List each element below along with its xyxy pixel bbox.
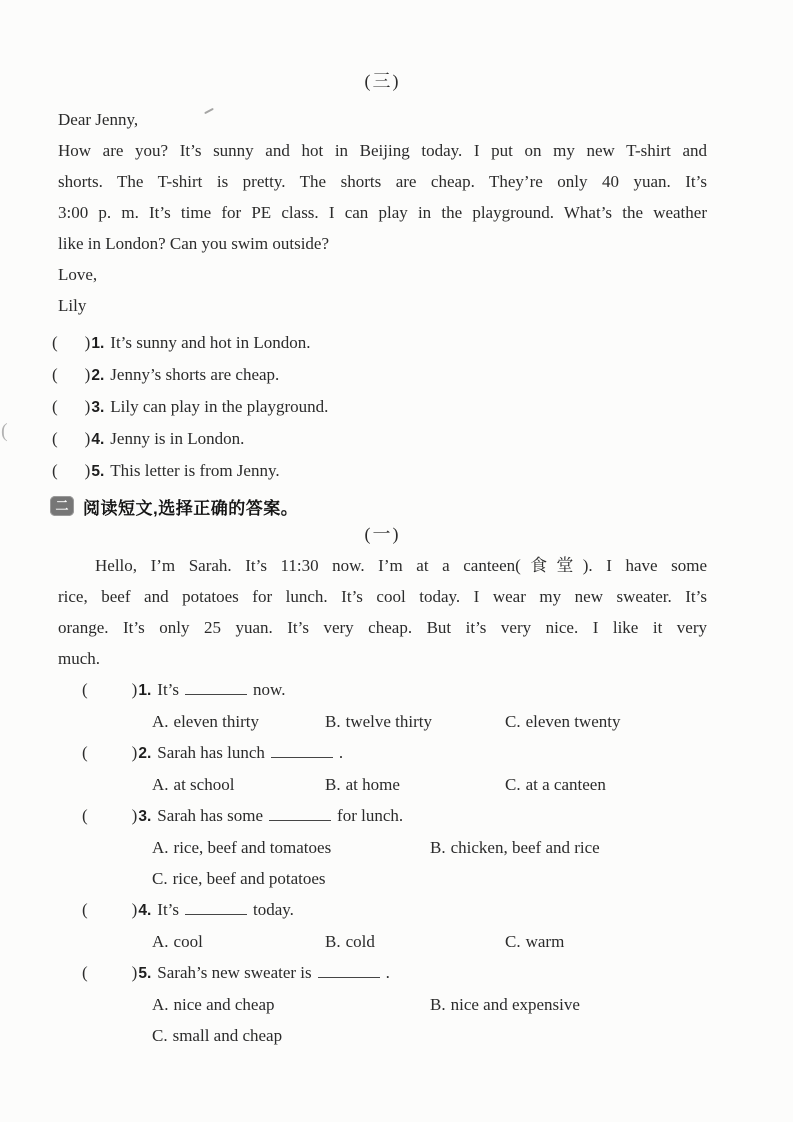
- letter-closing: Love,: [58, 265, 98, 284]
- answer-paren-close: ): [131, 900, 138, 919]
- answer-blank: [318, 963, 380, 978]
- page-content: [52, 66, 707, 1051]
- letter-body-line: How are you? It’s sunny and hot in Beijing today. I put on my new T-shirt and: [58, 141, 707, 160]
- option-c: [152, 1020, 707, 1051]
- option-label: C.: [505, 932, 521, 951]
- option-c: [505, 706, 707, 737]
- option-a: [152, 706, 325, 737]
- answer-paren-close: ): [84, 333, 91, 352]
- answer-paren-close: ): [131, 963, 138, 982]
- option-text: rice, beef and tomatoes: [173, 838, 332, 857]
- answer-paren-open: (: [52, 461, 58, 480]
- question-text-post: .: [338, 743, 344, 762]
- answer-paren-close: ): [84, 461, 91, 480]
- option-a: [152, 769, 325, 800]
- option-label: B.: [430, 995, 446, 1014]
- option-text: cool: [173, 932, 203, 951]
- option-c: [505, 769, 707, 800]
- option-label: A.: [152, 995, 169, 1014]
- option-b: [325, 926, 505, 957]
- passage-line: orange. It’s only 25 yuan. It’s very cheap. But it’s very nice. I like it very: [58, 618, 707, 637]
- mc-question: [82, 957, 707, 989]
- section-three-title: (三): [364, 71, 401, 91]
- option-label: C.: [152, 869, 168, 888]
- section-number-badge-icon: 二: [50, 496, 74, 516]
- question-number: 2.: [138, 745, 152, 762]
- option-text: warm: [525, 932, 565, 951]
- option-label: C.: [505, 712, 521, 731]
- answer-paren-close: ): [131, 680, 138, 699]
- option-b: [325, 706, 505, 737]
- option-c: [152, 863, 707, 894]
- option-row: [58, 832, 707, 863]
- option-label: A.: [152, 838, 169, 857]
- option-text: at a canteen: [525, 775, 606, 794]
- question-text-post: .: [385, 963, 390, 982]
- answer-paren-open: (: [52, 333, 58, 352]
- option-text: cold: [345, 932, 375, 951]
- option-label: C.: [152, 1026, 168, 1045]
- question-number: 3.: [91, 399, 105, 416]
- option-a: [152, 989, 430, 1020]
- question-number: 4.: [138, 902, 152, 919]
- letter-signature: Lily: [58, 296, 87, 315]
- option-label: B.: [430, 838, 446, 857]
- question-text-post: now.: [253, 680, 286, 699]
- question-text: This letter is from Jenny.: [110, 461, 280, 480]
- letter-salutation: Dear Jenny,: [58, 110, 139, 129]
- answer-paren-open: (: [82, 680, 88, 699]
- question-number: 5.: [138, 965, 152, 982]
- tf-question: [52, 455, 707, 487]
- option-label: A.: [152, 712, 169, 731]
- answer-blank: [271, 743, 333, 758]
- option-b: [430, 832, 707, 863]
- option-text: eleven thirty: [173, 712, 259, 731]
- option-text: at school: [173, 775, 235, 794]
- option-text: rice, beef and potatoes: [172, 869, 326, 888]
- answer-paren-open: (: [82, 963, 88, 982]
- passage-line: rice, beef and potatoes for lunch. It’s cool today. I wear my new sweater. It’s: [58, 587, 707, 606]
- option-a: [152, 832, 430, 863]
- question-text-post: today.: [253, 900, 294, 919]
- option-row: [58, 926, 707, 957]
- answer-paren-close: ): [84, 429, 91, 448]
- question-text: Jenny is in London.: [110, 429, 245, 448]
- option-text: nice and expensive: [450, 995, 580, 1014]
- option-text: nice and cheap: [173, 995, 275, 1014]
- answer-paren-open: (: [52, 429, 58, 448]
- mc-question-block: [58, 737, 707, 800]
- option-label: B.: [325, 932, 341, 951]
- option-row: [58, 769, 707, 800]
- tf-question: [52, 327, 707, 359]
- question-number: 1.: [91, 335, 105, 352]
- answer-paren-open: (: [82, 743, 88, 762]
- letter-body-line: like in London? Can you swim outside?: [58, 234, 330, 253]
- question-number: 4.: [91, 431, 105, 448]
- section-two-title: 阅读短文,选择正确的答案。: [83, 498, 299, 518]
- section-two-header: [50, 493, 707, 519]
- option-label: B.: [325, 712, 341, 731]
- option-label: B.: [325, 775, 341, 794]
- question-number: 5.: [91, 463, 105, 480]
- option-label: A.: [152, 932, 169, 951]
- question-number: 1.: [138, 682, 152, 699]
- answer-paren-close: ): [84, 397, 91, 416]
- mc-question-block: [58, 957, 707, 1051]
- letter-body-line: shorts. The T-shirt is pretty. The shorts are cheap. They’re only 40 yuan. It’s: [58, 172, 707, 191]
- tf-question: [52, 423, 707, 455]
- mc-question: [82, 674, 707, 706]
- question-text-pre: Sarah’s new sweater is: [157, 963, 312, 982]
- question-text-post: for lunch.: [337, 806, 404, 825]
- option-text: twelve thirty: [345, 712, 432, 731]
- letter-body-line: 3:00 p. m. It’s time for PE class. I can play in the playground. What’s the weather: [58, 203, 707, 222]
- passage-line: much.: [58, 649, 101, 668]
- question-text: It’s sunny and hot in London.: [110, 333, 311, 352]
- option-a: [152, 926, 325, 957]
- option-label: A.: [152, 775, 169, 794]
- mc-question-block: [58, 894, 707, 957]
- tf-question: [52, 359, 707, 391]
- question-number: 2.: [91, 367, 105, 384]
- answer-paren-close: ): [131, 743, 138, 762]
- answer-paren-close: ): [84, 365, 91, 384]
- answer-paren-open: (: [82, 806, 88, 825]
- mc-question-block: [58, 674, 707, 737]
- mc-question: [82, 737, 707, 769]
- question-text: Jenny’s shorts are cheap.: [110, 365, 280, 384]
- true-false-question-list: [52, 327, 707, 487]
- answer-paren-close: ): [131, 806, 138, 825]
- option-row: [58, 863, 707, 894]
- option-b: [325, 769, 505, 800]
- scan-artifact-paren: (: [1, 420, 8, 442]
- question-text-pre: It’s: [157, 680, 180, 699]
- mc-question-block: [58, 800, 707, 894]
- option-text: eleven twenty: [525, 712, 621, 731]
- option-text: chicken, beef and rice: [450, 838, 600, 857]
- option-text: small and cheap: [172, 1026, 283, 1045]
- question-text-pre: Sarah has some: [157, 806, 264, 825]
- option-row: [58, 706, 707, 737]
- answer-blank: [269, 806, 331, 821]
- mc-question: [82, 800, 707, 832]
- question-text-pre: It’s: [157, 900, 180, 919]
- answer-paren-open: (: [52, 397, 58, 416]
- option-c: [505, 926, 707, 957]
- question-text-pre: Sarah has lunch: [157, 743, 265, 762]
- option-label: C.: [505, 775, 521, 794]
- mc-question: [82, 894, 707, 926]
- option-row: [58, 989, 707, 1020]
- tf-question: [52, 391, 707, 423]
- option-text: at home: [345, 775, 400, 794]
- answer-blank: [185, 900, 247, 915]
- question-number: 3.: [138, 808, 152, 825]
- answer-blank: [185, 680, 247, 695]
- question-text: Lily can play in the playground.: [110, 397, 329, 416]
- answer-paren-open: (: [82, 900, 88, 919]
- passage-line: Hello, I’m Sarah. It’s 11:30 now. I’m at a canteen(食堂). I have some: [95, 556, 707, 575]
- option-row: [58, 1020, 707, 1051]
- section-one-title: (一): [364, 524, 401, 544]
- answer-paren-open: (: [52, 365, 58, 384]
- option-b: [430, 989, 707, 1020]
